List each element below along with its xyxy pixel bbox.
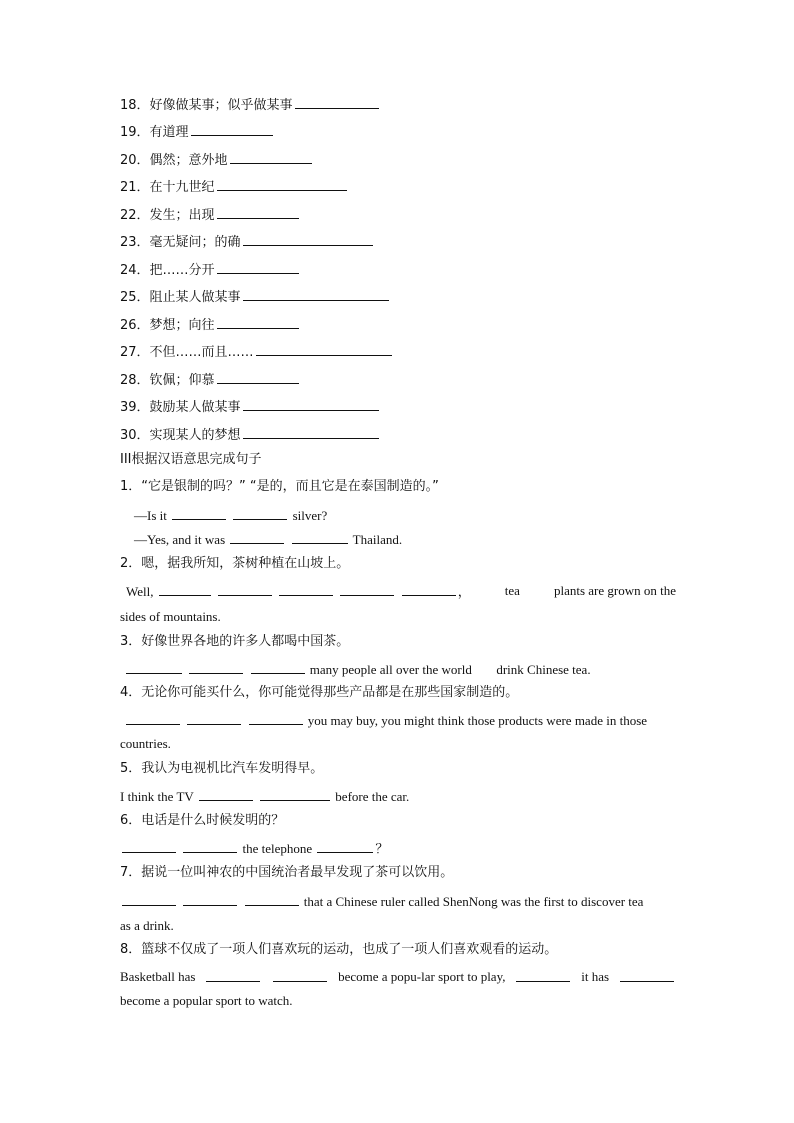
answer-line-continued: become a popular sport to watch. (120, 993, 293, 1008)
answer-line: Well, ， tea plants are grown on the (126, 583, 676, 599)
answer-blank[interactable] (187, 712, 241, 725)
section-heading: III根据汉语意思完成句子 (120, 452, 262, 467)
answer-blank[interactable] (256, 343, 392, 356)
answer-blank[interactable] (199, 788, 253, 801)
answer-blank[interactable] (402, 583, 456, 596)
answer-blank[interactable] (230, 151, 312, 164)
answer-blank[interactable] (251, 661, 305, 674)
vocab-item: 25．阻止某人做某事 (120, 288, 676, 306)
answer-blank[interactable] (620, 969, 674, 982)
answer-blank[interactable] (279, 583, 333, 596)
answer-blank[interactable] (217, 261, 299, 274)
answer-blank[interactable] (159, 583, 211, 596)
answer-blank[interactable] (218, 583, 272, 596)
question-prompt: 5．我认为电视机比汽车发明得早。 (120, 761, 324, 776)
answer-blank[interactable] (516, 969, 570, 982)
answer-blank[interactable] (217, 206, 299, 219)
answer-blank[interactable] (260, 788, 330, 801)
vocab-item: 20．偶然；意外地 (120, 151, 676, 169)
question-prompt: 7．据说一位叫神农的中国统治者最早发现了茶可以饮用。 (120, 865, 454, 880)
answer-line: many people all over the world drink Chinese tea. (124, 661, 680, 678)
answer-blank[interactable] (126, 712, 180, 725)
answer-line: Basketball has become a popu-lar sport to play, it has (120, 969, 676, 985)
answer-blank[interactable] (126, 661, 182, 674)
answer-line-continued: sides of mountains. (120, 609, 221, 624)
answer-line: —Yes, and it was Thailand. (134, 532, 403, 547)
answer-blank[interactable] (295, 96, 379, 109)
vocab-item: 18．好像做某事；似乎做某事 (120, 96, 676, 114)
answer-blank[interactable] (191, 123, 273, 136)
answer-blank[interactable] (217, 371, 299, 384)
answer-blank[interactable] (189, 661, 243, 674)
question-prompt: 4．无论你可能买什么，你可能觉得那些产品都是在那些国家制造的。 (120, 685, 519, 700)
vocab-item: 19．有道理 (120, 123, 676, 141)
answer-blank[interactable] (122, 840, 176, 853)
answer-line-continued: as a drink. (120, 918, 174, 933)
answer-blank[interactable] (206, 969, 260, 982)
answer-blank[interactable] (172, 507, 226, 520)
answer-blank[interactable] (243, 398, 379, 411)
question-prompt: 3．好像世界各地的许多人都喝中国茶。 (120, 634, 350, 649)
answer-line: —Is it silver? (134, 508, 328, 523)
vocab-item: 23．毫无疑问；的确 (120, 233, 676, 251)
answer-blank[interactable] (273, 969, 327, 982)
answer-line: the telephone ？ (120, 840, 676, 858)
answer-line: that a Chinese ruler called ShenNong was the first to discover tea (120, 893, 676, 910)
question-prompt: 6．电话是什么时候发明的？ (120, 813, 285, 828)
answer-line-continued: countries. (120, 736, 171, 751)
answer-blank[interactable] (217, 316, 299, 329)
answer-blank[interactable] (230, 531, 284, 544)
answer-blank[interactable] (243, 233, 373, 246)
question-prompt: 1．“它是银制的吗？” “是的，而且它是在泰国制造的。” (120, 479, 439, 494)
answer-blank[interactable] (243, 426, 379, 439)
vocab-item: 24．把……分开 (120, 261, 676, 279)
vocab-item: 22．发生；出现 (120, 206, 676, 224)
answer-line: I think the TV before the car. (120, 789, 410, 804)
vocab-item: 39．鼓励某人做某事 (120, 398, 676, 416)
answer-blank[interactable] (183, 893, 237, 906)
answer-blank[interactable] (122, 893, 176, 906)
question-prompt: 8．篮球不仅成了一项人们喜欢玩的运动，也成了一项人们喜欢观看的运动。 (120, 942, 558, 957)
vocab-item: 28．钦佩；仰慕 (120, 371, 676, 389)
vocab-item: 21．在十九世纪 (120, 178, 676, 196)
vocab-item: 30．实现某人的梦想 (120, 426, 676, 444)
answer-blank[interactable] (292, 531, 348, 544)
vocab-item: 26．梦想；向往 (120, 316, 676, 334)
answer-line: you may buy, you might think those products were made in those (124, 712, 680, 729)
answer-blank[interactable] (317, 840, 373, 853)
answer-blank[interactable] (233, 507, 287, 520)
answer-blank[interactable] (183, 840, 237, 853)
answer-blank[interactable] (340, 583, 394, 596)
vocab-item: 27．不但……而且…… (120, 343, 676, 361)
question-prompt: 2．嗯，据我所知，茶树种植在山坡上。 (120, 556, 350, 571)
answer-blank[interactable] (249, 712, 303, 725)
answer-blank[interactable] (245, 893, 299, 906)
answer-blank[interactable] (243, 288, 389, 301)
answer-blank[interactable] (217, 178, 347, 191)
